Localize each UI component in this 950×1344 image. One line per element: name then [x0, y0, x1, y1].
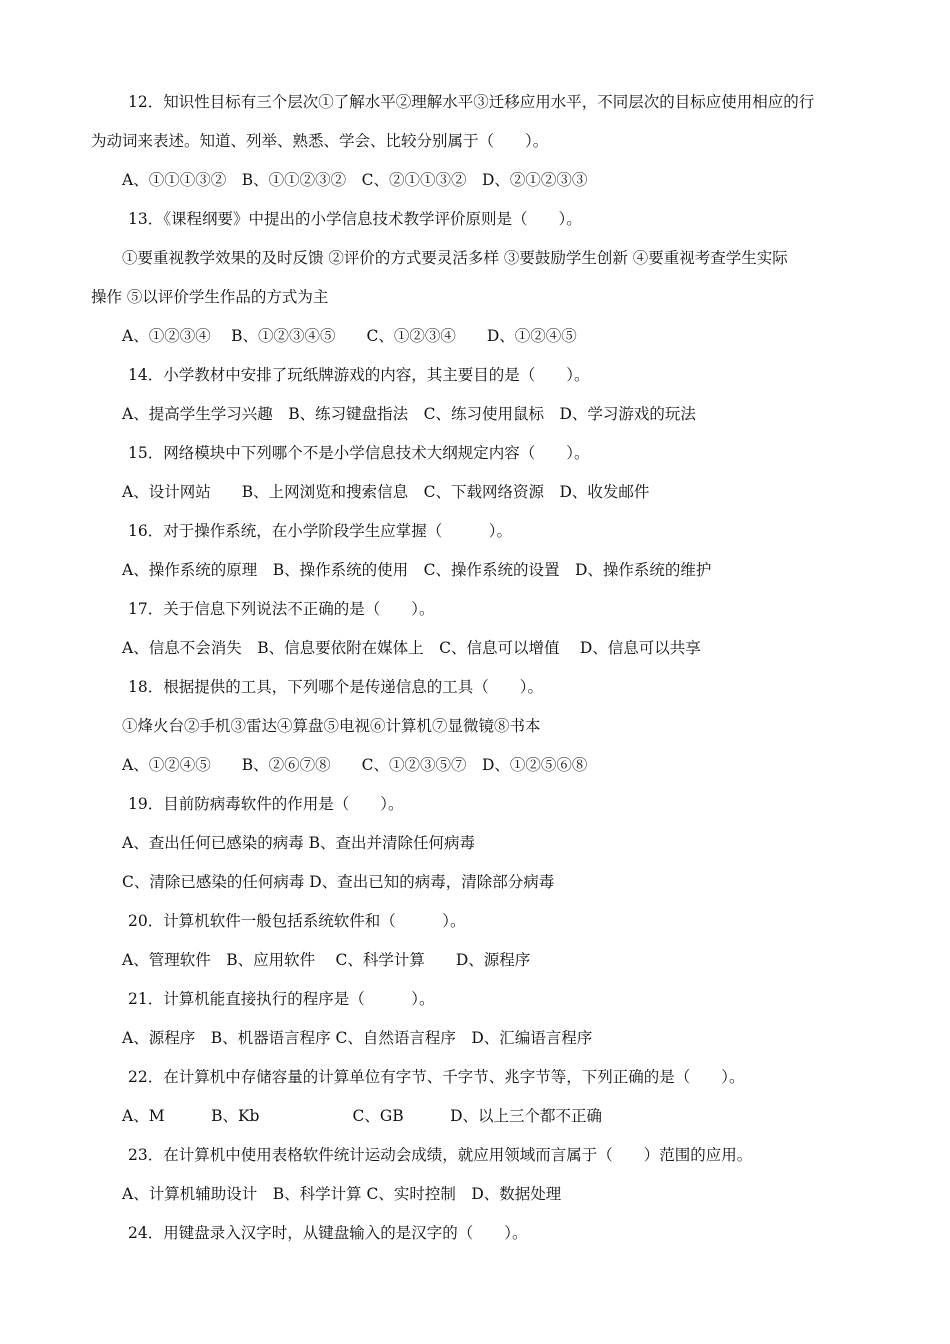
question-14-options: A、提高学生学习兴趣 B、练习键盘指法 C、练习使用鼠标 D、学习游戏的玩法 [122, 405, 696, 423]
question-20-stem: 20．计算机软件一般包括系统软件和（ ）。 [128, 912, 466, 930]
question-12-line-2: 为动词来表述。知道、列举、熟悉、学会、比较分别属于（ ）。 [91, 132, 549, 150]
question-14-stem: 14．小学教材中安排了玩纸牌游戏的内容，其主要目的是（ ）。 [128, 366, 590, 384]
question-13-items-line-1: ①要重视教学效果的及时反馈 ②评价的方式要灵活多样 ③要鼓励学生创新 ④要重视考查学生实际 [122, 249, 788, 267]
question-21-stem: 21．计算机能直接执行的程序是（ ）。 [128, 990, 435, 1008]
question-18-stem: 18．根据提供的工具，下列哪个是传递信息的工具（ ）。 [128, 678, 543, 696]
question-13-options: A、①②③④ B、①②③④⑤ C、①②③④ D、①②④⑤ [122, 327, 577, 345]
question-12-line-1: 12．知识性目标有三个层次①了解水平②理解水平③迁移应用水平，不同层次的目标应使用相应的行 [128, 93, 815, 111]
question-22-stem: 22．在计算机中存储容量的计算单位有字节、千字节、兆字节等，下列正确的是（ ）。 [128, 1068, 745, 1086]
question-21-options: A、源程序 B、机器语言程序 C、自然语言程序 D、汇编语言程序 [122, 1029, 593, 1047]
question-13-items-line-2: 操作 ⑤以评价学生作品的方式为主 [91, 288, 329, 306]
question-16-options: A、操作系统的原理 B、操作系统的使用 C、操作系统的设置 D、操作系统的维护 [122, 561, 712, 579]
question-15-stem: 15．网络模块中下列哪个不是小学信息技术大纲规定内容（ ）。 [128, 444, 590, 462]
question-23-options: A、计算机辅助设计 B、科学计算 C、实时控制 D、数据处理 [122, 1185, 562, 1203]
question-20-options: A、管理软件 B、应用软件 C、科学计算 D、源程序 [122, 951, 531, 969]
question-18-options: A、①②④⑤ B、②⑥⑦⑧ C、①②③⑤⑦ D、①②⑤⑥⑧ [122, 756, 588, 774]
question-17-options: A、信息不会消失 B、信息要依附在媒体上 C、信息可以增值 D、信息可以共享 [122, 639, 701, 657]
question-12-options: A、①①①③② B、①①②③② C、②①①③② D、②①②③③ [122, 171, 588, 189]
question-22-options: A、M B、Kb C、GB D、以上三个都不正确 [122, 1107, 603, 1125]
question-13-stem: 13．《课程纲要》中提出的小学信息技术教学评价原则是（ ）。 [128, 210, 582, 228]
question-16-stem: 16．对于操作系统，在小学阶段学生应掌握（ ）。 [128, 522, 512, 540]
question-18-items: ①烽火台②手机③雷达④算盘⑤电视⑥计算机⑦显微镜⑧书本 [122, 717, 541, 735]
question-19-stem: 19．目前防病毒软件的作用是（ ）。 [128, 795, 404, 813]
question-15-options: A、设计网站 B、上网浏览和搜索信息 C、下载网络资源 D、收发邮件 [122, 483, 650, 501]
question-24-stem: 24．用键盘录入汉字时，从键盘输入的是汉字的（ ）。 [128, 1224, 528, 1242]
question-19-options-line-1: A、查出任何已感染的病毒 B、查出并清除任何病毒 [122, 834, 476, 852]
question-17-stem: 17．关于信息下列说法不正确的是（ ）。 [128, 600, 435, 618]
question-19-options-line-2: C、清除已感染的任何病毒 D、查出已知的病毒，清除部分病毒 [122, 873, 555, 891]
question-23-stem: 23．在计算机中使用表格软件统计运动会成绩，就应用领域而言属于（ ）范围的应用。 [128, 1146, 753, 1164]
